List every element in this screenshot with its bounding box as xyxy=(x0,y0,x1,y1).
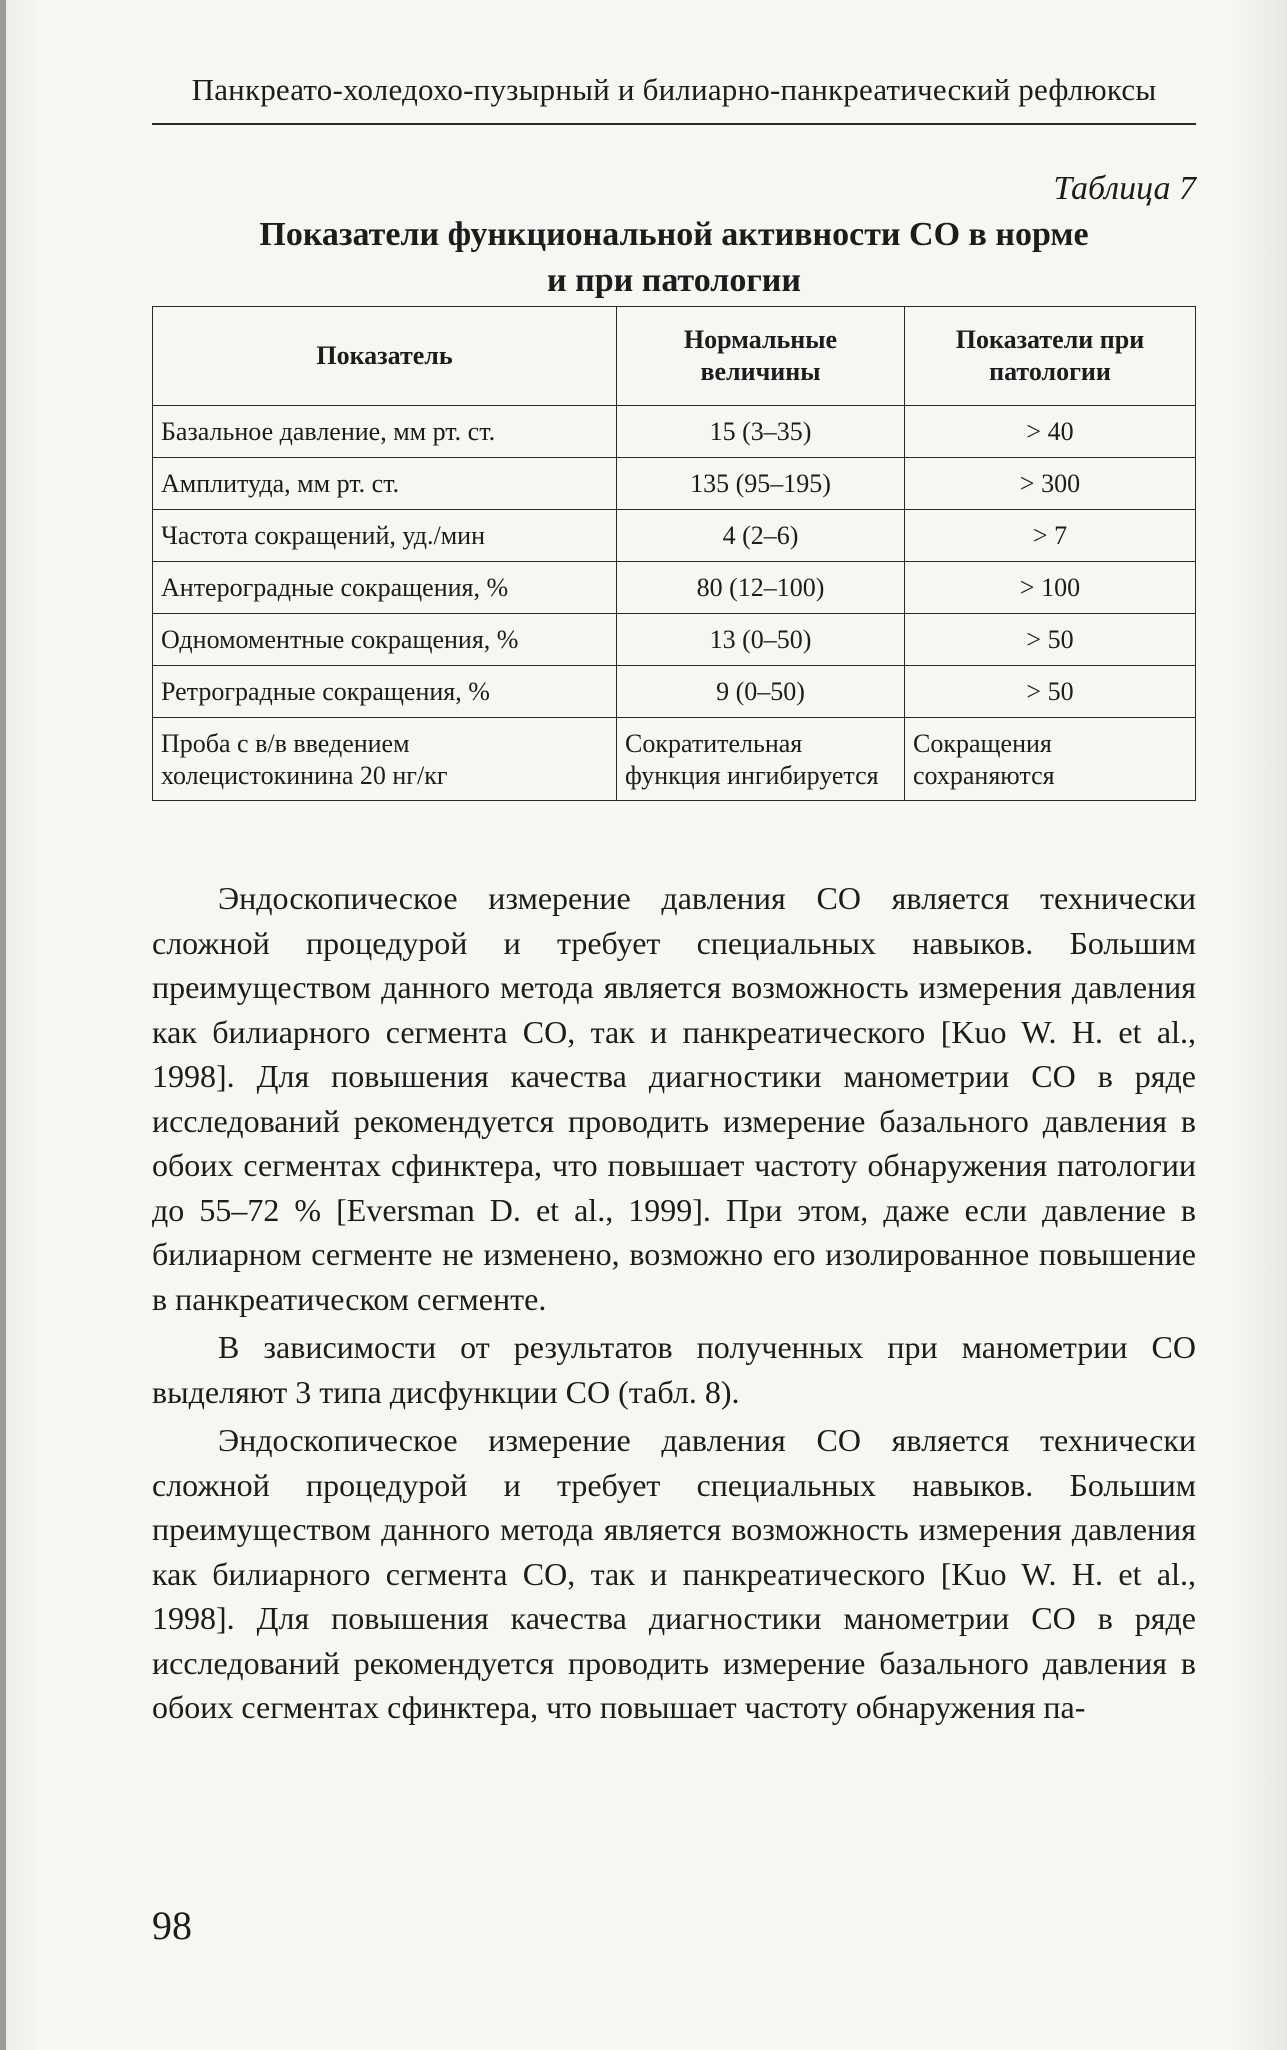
paragraph: Эндоскопическое измерение давления СО является технически сложной процедурой и требует специальных навыков. Большим преимуществом данного метода является возможность измерения давления как билиарного сегмента СО, так и панкреатического [Kuo W. H. et al., 1998]. Для повышения качества диагностики манометрии СО в ряде исследований рекомендуется проводить измерение базального давления в обоих сегментах сфинктера, что повышает частоту обнаружения патологии до 55–72 % [Eversman D. et al., 1999]. При этом, даже если давление в билиарном сегменте не изменено, возможно его изолированное повышение в панкреатическом сегменте. xyxy=(152,880,1196,1317)
cell-normal: 80 (12–100) xyxy=(617,562,905,614)
table-title-line: и при патологии xyxy=(547,262,801,299)
cell-pathology: > 100 xyxy=(905,562,1196,614)
body-text xyxy=(152,876,1196,1734)
indicators-table xyxy=(152,306,1196,801)
cell-indicator: Одномоментные сокращения, % xyxy=(153,614,617,666)
header-indicator: Показатель xyxy=(153,307,617,406)
cell-normal: Сократительная функция ингибируется xyxy=(617,718,905,801)
table-row xyxy=(153,718,1196,801)
cell-pathology: > 7 xyxy=(905,510,1196,562)
cell-indicator: Частота сокращений, уд./мин xyxy=(153,510,617,562)
paragraph: Эндоскопическое измерение давления СО является технически сложной процедурой и требует специальных навыков. Большим преимуществом данного метода является возможность измерения давления как билиарного сегмента СО, так и панкреатического [Kuo W. H. et al., 1998]. Для повышения качества диагностики манометрии СО в ряде исследований рекомендуется проводить измерение базального давления в обоих сегментах сфинктера, что повышает частоту обнаружения па- xyxy=(152,1422,1196,1725)
table-row xyxy=(153,562,1196,614)
cell-normal: 135 (95–195) xyxy=(617,458,905,510)
page-number: 98 xyxy=(152,1903,192,1948)
cell-indicator: Антероградные сокращения, % xyxy=(153,562,617,614)
table-label: Таблица 7 xyxy=(1053,170,1196,207)
table-header-row xyxy=(153,307,1196,406)
header-pathology-values: Показатели при патологии xyxy=(905,307,1196,406)
cell-pathology: Сокращения сохраняются xyxy=(905,718,1196,801)
table-title-line: Показатели функциональной активности СО в норме xyxy=(259,216,1089,253)
cell-normal: 9 (0–50) xyxy=(617,666,905,718)
cell-indicator: Амплитуда, мм рт. ст. xyxy=(153,458,617,510)
cell-pathology: > 50 xyxy=(905,666,1196,718)
cell-normal: 15 (3–35) xyxy=(617,406,905,458)
cell-normal: 4 (2–6) xyxy=(617,510,905,562)
table-row xyxy=(153,614,1196,666)
table-row xyxy=(153,666,1196,718)
table-row xyxy=(153,458,1196,510)
header-normal-values: Нормальные величины xyxy=(617,307,905,406)
cell-indicator: Базальное давление, мм рт. ст. xyxy=(153,406,617,458)
running-head: Панкреато-холедохо-пузырный и билиарно-панкреатический рефлюксы xyxy=(191,72,1157,107)
cell-pathology: > 300 xyxy=(905,458,1196,510)
cell-pathology: > 40 xyxy=(905,406,1196,458)
cell-indicator: Проба с в/в введением холецистокинина 20 нг/кг xyxy=(153,718,617,801)
table-row xyxy=(153,406,1196,458)
header-rule xyxy=(152,123,1196,125)
table-title xyxy=(152,212,1196,304)
cell-pathology: > 50 xyxy=(905,614,1196,666)
table-row xyxy=(153,510,1196,562)
paragraph: В зависимости от результатов полученных при манометрии СО выделяют 3 типа дисфункции СО (табл. 8). xyxy=(152,1329,1196,1410)
cell-indicator: Ретроградные сокращения, % xyxy=(153,666,617,718)
cell-normal: 13 (0–50) xyxy=(617,614,905,666)
page-edge xyxy=(0,0,6,2050)
